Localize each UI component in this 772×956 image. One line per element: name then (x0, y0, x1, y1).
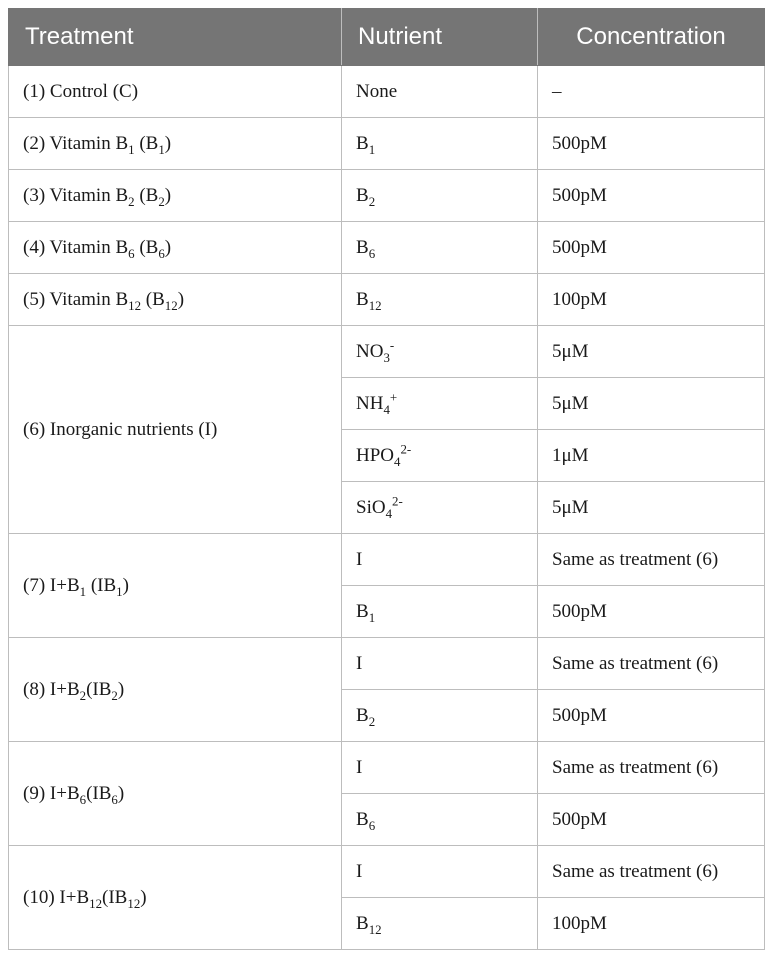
table-row (9, 118, 765, 170)
concentration-cell: Same as treatment (6) (538, 534, 765, 586)
table-body (9, 66, 765, 950)
treatment-cell: (2) Vitamin $B_1$ $(B_1)$ (9, 118, 342, 170)
nutrient-cell: None (342, 66, 538, 118)
nutrient-cell: $B_{12}$ (342, 898, 538, 950)
treatment-cell: (6) Inorganic nutrients (I) (9, 326, 342, 534)
table-row (9, 534, 765, 586)
table-row (9, 222, 765, 274)
nutrient-cell: I (342, 742, 538, 794)
concentration-cell: 500pM (538, 794, 765, 846)
nutrient-cell: $B_1$ (342, 118, 538, 170)
nutrient-cell: $B_6$ (342, 222, 538, 274)
nutrient-cell: $B_2$ (342, 170, 538, 222)
treatment-cell: (9) $I+B_6(IB_6)$ (9, 742, 342, 846)
table-row (9, 170, 765, 222)
treatment-cell: (7) $I+B_1$ $(IB_1)$ (9, 534, 342, 638)
concentration-cell: 1μM (538, 430, 765, 482)
nutrient-cell: $NH_4^+$ (342, 378, 538, 430)
nutrient-cell: $B_1$ (342, 586, 538, 638)
treatment-cell: (1) Control (C) (9, 66, 342, 118)
table-row (9, 742, 765, 794)
concentration-cell: 5μM (538, 482, 765, 534)
treatment-cell: (5) Vitamin $B_{12}$ $(B_{12})$ (9, 274, 342, 326)
concentration-cell: 500pM (538, 690, 765, 742)
concentration-cell: 500pM (538, 170, 765, 222)
concentration-cell: 500pM (538, 118, 765, 170)
nutrient-cell: I (342, 534, 538, 586)
concentration-cell: Same as treatment (6) (538, 742, 765, 794)
nutrient-cell: $NO_3^-$ (342, 326, 538, 378)
nutrient-cell: I (342, 846, 538, 898)
header-row (9, 9, 765, 66)
nutrient-cell: $B_2$ (342, 690, 538, 742)
concentration-cell: Same as treatment (6) (538, 846, 765, 898)
treatment-cell: (3) Vitamin $B_2$ $(B_2)$ (9, 170, 342, 222)
treatment-table (8, 8, 765, 950)
treatment-cell: (8) $I+B_2(IB_2)$ (9, 638, 342, 742)
table-header (9, 9, 765, 66)
concentration-cell: 5μM (538, 378, 765, 430)
concentration-cell: Same as treatment (6) (538, 638, 765, 690)
header-treatment: Treatment (9, 9, 342, 66)
concentration-cell: 5μM (538, 326, 765, 378)
concentration-cell: 500pM (538, 586, 765, 638)
concentration-cell: 100pM (538, 898, 765, 950)
nutrient-cell: SiO$_4^{2-}$ (342, 482, 538, 534)
nutrient-cell: $HPO_4^{2-}$ (342, 430, 538, 482)
nutrient-cell: I (342, 638, 538, 690)
concentration-cell: 100pM (538, 274, 765, 326)
table-row (9, 274, 765, 326)
table-row (9, 326, 765, 378)
header-nutrient: Nutrient (342, 9, 538, 66)
concentration-cell: 500pM (538, 222, 765, 274)
concentration-cell: – (538, 66, 765, 118)
header-concentration: Concentration (538, 9, 765, 66)
treatment-cell: (10) $I+B_{12}(IB_{12})$ (9, 846, 342, 950)
table-row (9, 638, 765, 690)
table-row (9, 846, 765, 898)
nutrient-cell: $B_6$ (342, 794, 538, 846)
treatment-cell: (4) Vitamin $B_6$ $(B_6)$ (9, 222, 342, 274)
nutrient-cell: $B_{12}$ (342, 274, 538, 326)
table-row (9, 66, 765, 118)
